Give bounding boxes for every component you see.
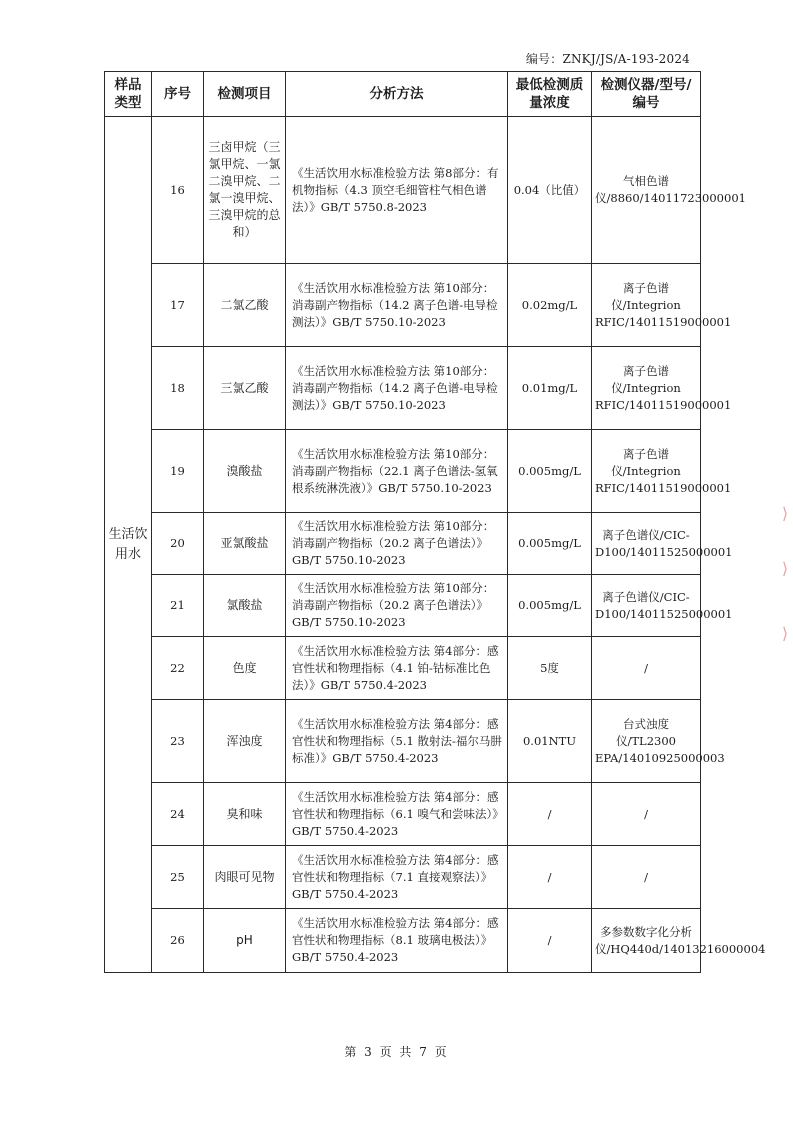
seq-cell: 21 — [152, 575, 204, 637]
method-cell: 《生活饮用水标准检验方法 第10部分：消毒副产物指标（14.2 离子色谱-电导检测法）》GB/T 5750.10-2023 — [286, 264, 508, 347]
seq-cell: 19 — [152, 430, 204, 513]
seq-cell: 16 — [152, 117, 204, 264]
method-cell: 《生活饮用水标准检验方法 第10部分：消毒副产物指标（22.1 离子色谱法-氢氧根系统淋洗液）》GB/T 5750.10-2023 — [286, 430, 508, 513]
method-cell: 《生活饮用水标准检验方法 第8部分：有机物指标（4.3 顶空毛细管柱气相色谱法）》GB/T 5750.8-2023 — [286, 117, 508, 264]
seq-cell: 25 — [152, 846, 204, 909]
conc-cell: 0.005mg/L — [508, 575, 592, 637]
seq-cell: 18 — [152, 347, 204, 430]
method-cell: 《生活饮用水标准检验方法 第4部分：感官性状和物理指标（4.1 铂-钴标准比色法）》GB/T 5750.4-2023 — [286, 637, 508, 700]
test-methods-table — [104, 71, 766, 973]
seq-cell: 20 — [152, 513, 204, 575]
instrument-cell: 气相色谱仪/8860/14011723000001 — [592, 117, 701, 264]
instrument-cell: 台式浊度仪/TL2300 EPA/14010925000003 — [592, 700, 701, 783]
header-min-conc: 最低检测质量浓度 — [508, 72, 592, 117]
instrument-cell: 离子色谱仪/Integrion RFIC/14011519000001 — [592, 264, 701, 347]
conc-cell: / — [508, 846, 592, 909]
seal-edge-mark: ⟩ — [781, 624, 789, 643]
table-row — [105, 637, 701, 700]
item-cell: 肉眼可见物 — [204, 846, 286, 909]
conc-cell: 0.02mg/L — [508, 264, 592, 347]
seq-cell: 26 — [152, 909, 204, 973]
document-number-label: 编号： — [525, 52, 563, 66]
item-cell: 氯酸盐 — [204, 575, 286, 637]
seq-cell: 24 — [152, 783, 204, 846]
header-item: 检测项目 — [204, 72, 286, 117]
item-cell: 三氯乙酸 — [204, 347, 286, 430]
header-seq: 序号 — [152, 72, 204, 117]
item-cell: pH — [204, 909, 286, 973]
table-row — [105, 264, 701, 347]
document-number — [526, 50, 690, 67]
method-cell: 《生活饮用水标准检验方法 第10部分：消毒副产物指标（20.2 离子色谱法）》GB/T 5750.10-2023 — [286, 575, 508, 637]
instrument-cell: 离子色谱仪/Integrion RFIC/14011519000001 — [592, 430, 701, 513]
instrument-cell: / — [592, 846, 701, 909]
table-row — [105, 783, 701, 846]
instrument-cell: / — [592, 637, 701, 700]
instrument-cell: 离子色谱仪/CIC-D100/14011525000001 — [592, 575, 701, 637]
seal-edge-mark: ⟩ — [781, 559, 789, 578]
item-cell: 臭和味 — [204, 783, 286, 846]
conc-cell: 5度 — [508, 637, 592, 700]
instrument-cell: 离子色谱仪/CIC-D100/14011525000001 — [592, 513, 701, 575]
method-cell: 《生活饮用水标准检验方法 第4部分：感官性状和物理指标（5.1 散射法-福尔马肼标准）》GB/T 5750.4-2023 — [286, 700, 508, 783]
conc-cell: 0.005mg/L — [508, 430, 592, 513]
method-cell: 《生活饮用水标准检验方法 第10部分：消毒副产物指标（14.2 离子色谱-电导检测法）》GB/T 5750.10-2023 — [286, 347, 508, 430]
table-header-row — [105, 72, 701, 117]
instrument-cell: 离子色谱仪/Integrion RFIC/14011519000001 — [592, 347, 701, 430]
table-row — [105, 909, 701, 973]
table-row — [105, 513, 701, 575]
conc-cell: 0.04（比值） — [508, 117, 592, 264]
seq-cell: 22 — [152, 637, 204, 700]
seq-cell: 23 — [152, 700, 204, 783]
header-instrument: 检测仪器/型号/编号 — [592, 72, 701, 117]
table-row — [105, 700, 701, 783]
conc-cell: 0.01mg/L — [508, 347, 592, 430]
item-cell: 亚氯酸盐 — [204, 513, 286, 575]
seal-edge-mark: ⟩ — [781, 504, 789, 523]
conc-cell: 0.005mg/L — [508, 513, 592, 575]
method-cell: 《生活饮用水标准检验方法 第4部分：感官性状和物理指标（6.1 嗅气和尝味法）》GB/T 5750.4-2023 — [286, 783, 508, 846]
seq-cell: 17 — [152, 264, 204, 347]
table-row — [105, 846, 701, 909]
conc-cell: 0.01NTU — [508, 700, 592, 783]
table-row — [105, 430, 701, 513]
item-cell: 溴酸盐 — [204, 430, 286, 513]
table-row — [105, 347, 701, 430]
header-category: 样品类型 — [105, 72, 152, 117]
item-cell: 三卤甲烷（三氯甲烷、一氯二溴甲烷、二氯一溴甲烷、三溴甲烷的总和） — [204, 117, 286, 264]
conc-cell: / — [508, 909, 592, 973]
instrument-cell: / — [592, 783, 701, 846]
item-cell: 二氯乙酸 — [204, 264, 286, 347]
method-cell: 《生活饮用水标准检验方法 第4部分：感官性状和物理指标（7.1 直接观察法）》GB/T 5750.4-2023 — [286, 846, 508, 909]
item-cell: 浑浊度 — [204, 700, 286, 783]
document-number-value: ZNKJ/JS/A-193-2024 — [562, 52, 690, 66]
page-number: 第 3 页 共 7 页 — [344, 1045, 449, 1059]
method-cell: 《生活饮用水标准检验方法 第10部分：消毒副产物指标（20.2 离子色谱法）》GB/T 5750.10-2023 — [286, 513, 508, 575]
method-cell: 《生活饮用水标准检验方法 第4部分：感官性状和物理指标（8.1 玻璃电极法）》GB/T 5750.4-2023 — [286, 909, 508, 973]
conc-cell: / — [508, 783, 592, 846]
table-row — [105, 117, 701, 264]
item-cell: 色度 — [204, 637, 286, 700]
instrument-cell: 多参数数字化分析仪/HQ440d/14013216000004 — [592, 909, 701, 973]
header-method: 分析方法 — [286, 72, 508, 117]
sample-category: 生活饮用水 — [105, 117, 152, 973]
table-row — [105, 575, 701, 637]
